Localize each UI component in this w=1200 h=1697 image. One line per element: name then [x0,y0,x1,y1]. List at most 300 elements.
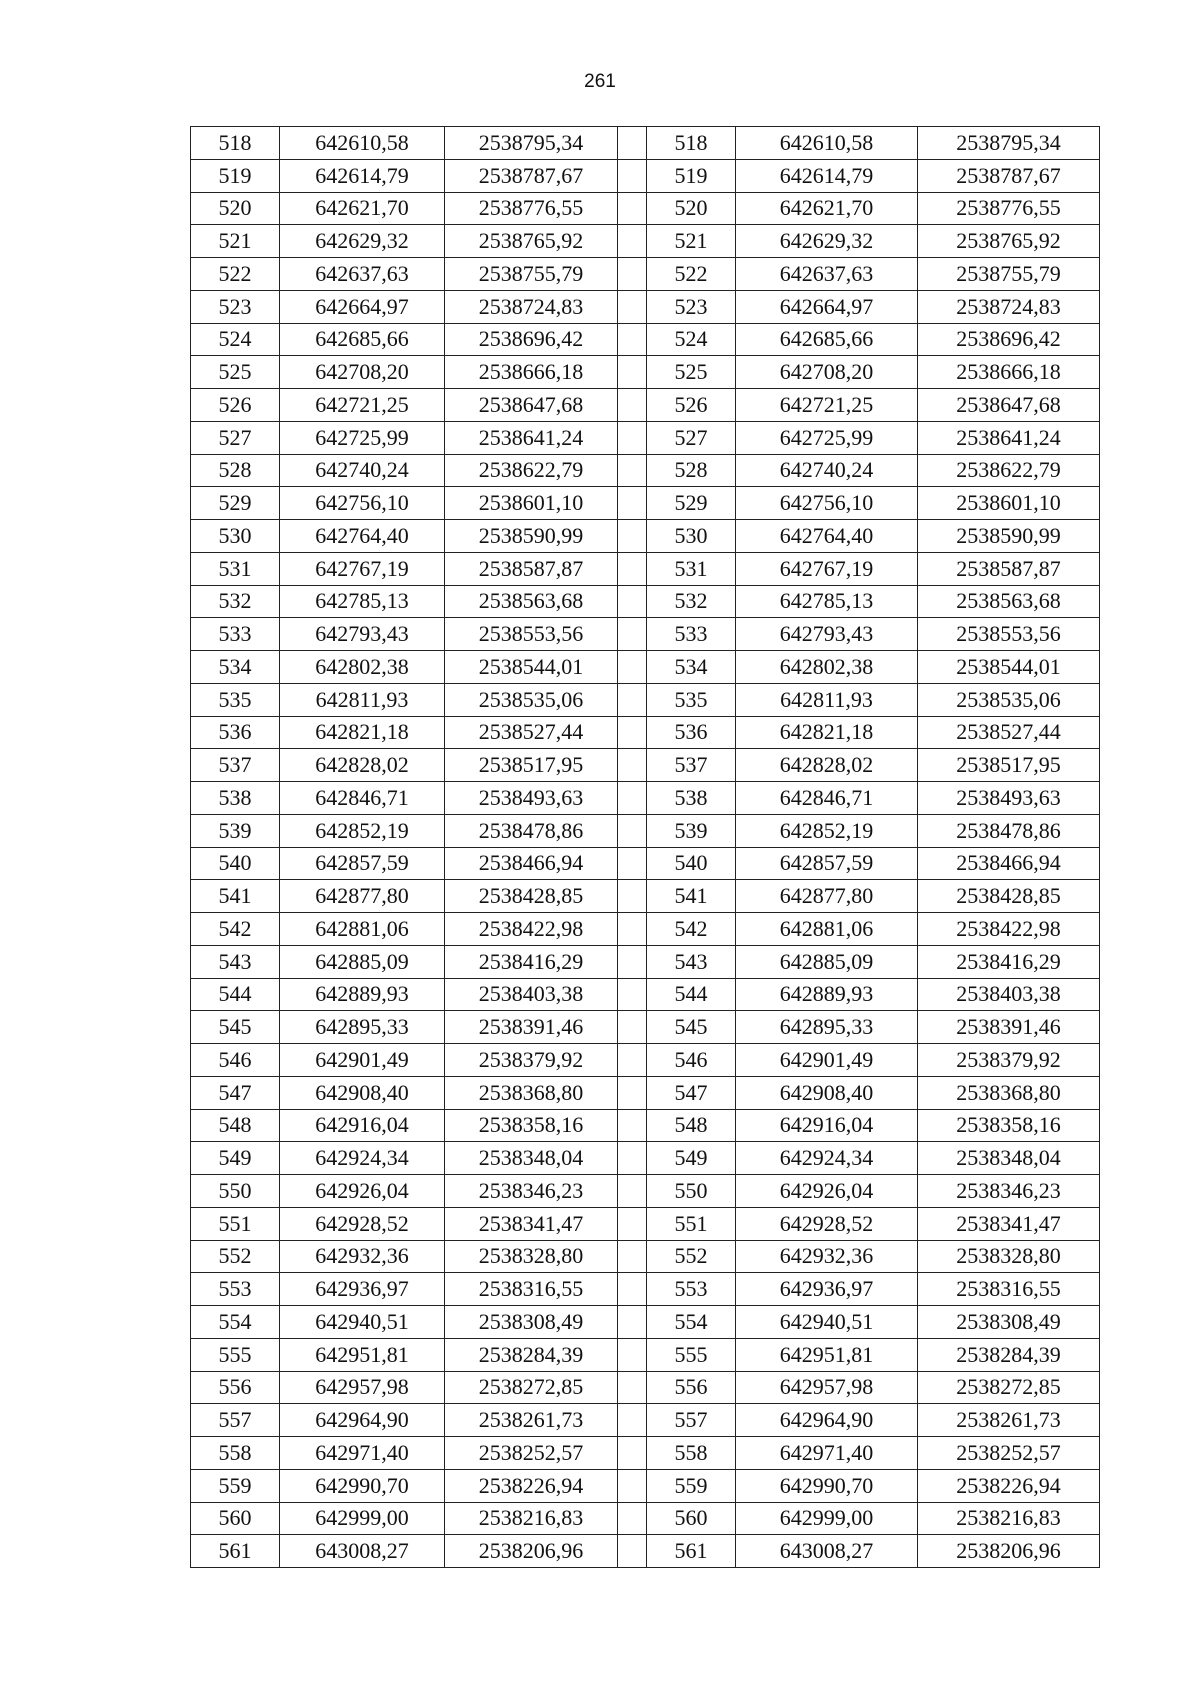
right-point-number: 540 [647,847,736,880]
left-y-coordinate: 2538428,85 [445,880,618,913]
right-y-coordinate: 2538535,06 [918,683,1100,716]
right-y-coordinate: 2538284,39 [918,1338,1100,1371]
right-point-number: 561 [647,1535,736,1568]
left-point-number: 561 [191,1535,280,1568]
left-y-coordinate: 2538527,44 [445,716,618,749]
left-y-coordinate: 2538226,94 [445,1469,618,1502]
left-y-coordinate: 2538358,16 [445,1109,618,1142]
left-y-coordinate: 2538755,79 [445,258,618,291]
right-x-coordinate: 642857,59 [736,847,918,880]
left-x-coordinate: 642885,09 [280,945,445,978]
table-row [191,880,1100,913]
right-point-number: 553 [647,1273,736,1306]
left-x-coordinate: 642964,90 [280,1404,445,1437]
left-y-coordinate: 2538391,46 [445,1011,618,1044]
right-y-coordinate: 2538622,79 [918,454,1100,487]
spacer-cell [618,978,647,1011]
table-row [191,618,1100,651]
right-x-coordinate: 642940,51 [736,1306,918,1339]
left-point-number: 555 [191,1338,280,1371]
right-point-number: 528 [647,454,736,487]
spacer-cell [618,716,647,749]
right-y-coordinate: 2538316,55 [918,1273,1100,1306]
table-row [191,1207,1100,1240]
right-x-coordinate: 642821,18 [736,716,918,749]
table-row [191,683,1100,716]
left-point-number: 538 [191,782,280,815]
left-x-coordinate: 642971,40 [280,1437,445,1470]
spacer-cell [618,749,647,782]
right-point-number: 546 [647,1044,736,1077]
right-y-coordinate: 2538261,73 [918,1404,1100,1437]
left-point-number: 531 [191,552,280,585]
spacer-cell [618,618,647,651]
right-x-coordinate: 642901,49 [736,1044,918,1077]
table-row [191,1240,1100,1273]
right-y-coordinate: 2538379,92 [918,1044,1100,1077]
left-y-coordinate: 2538493,63 [445,782,618,815]
right-x-coordinate: 642889,93 [736,978,918,1011]
left-point-number: 542 [191,913,280,946]
spacer-cell [618,1109,647,1142]
left-x-coordinate: 642846,71 [280,782,445,815]
right-point-number: 520 [647,192,736,225]
page-number: 261 [584,71,616,92]
right-x-coordinate: 642895,33 [736,1011,918,1044]
right-point-number: 549 [647,1142,736,1175]
right-y-coordinate: 2538328,80 [918,1240,1100,1273]
spacer-cell [618,1469,647,1502]
left-x-coordinate: 642901,49 [280,1044,445,1077]
table-row [191,847,1100,880]
left-y-coordinate: 2538724,83 [445,290,618,323]
left-y-coordinate: 2538641,24 [445,421,618,454]
right-point-number: 521 [647,225,736,258]
left-y-coordinate: 2538368,80 [445,1076,618,1109]
left-point-number: 558 [191,1437,280,1470]
right-point-number: 555 [647,1338,736,1371]
left-x-coordinate: 642924,34 [280,1142,445,1175]
right-y-coordinate: 2538590,99 [918,520,1100,553]
spacer-cell [618,1076,647,1109]
table-row [191,552,1100,585]
right-point-number: 533 [647,618,736,651]
right-x-coordinate: 642828,02 [736,749,918,782]
right-x-coordinate: 643008,27 [736,1535,918,1568]
left-point-number: 533 [191,618,280,651]
right-y-coordinate: 2538563,68 [918,585,1100,618]
left-x-coordinate: 642721,25 [280,389,445,422]
right-x-coordinate: 642614,79 [736,159,918,192]
table-row [191,127,1100,160]
left-y-coordinate: 2538787,67 [445,159,618,192]
spacer-cell [618,1502,647,1535]
right-y-coordinate: 2538641,24 [918,421,1100,454]
left-point-number: 550 [191,1175,280,1208]
spacer-cell [618,421,647,454]
right-point-number: 530 [647,520,736,553]
right-y-coordinate: 2538696,42 [918,323,1100,356]
right-y-coordinate: 2538226,94 [918,1469,1100,1502]
right-y-coordinate: 2538403,38 [918,978,1100,1011]
table-row [191,782,1100,815]
left-y-coordinate: 2538601,10 [445,487,618,520]
table-row [191,945,1100,978]
right-x-coordinate: 642621,70 [736,192,918,225]
spacer-cell [618,552,647,585]
left-point-number: 518 [191,127,280,160]
left-y-coordinate: 2538587,87 [445,552,618,585]
left-y-coordinate: 2538622,79 [445,454,618,487]
right-y-coordinate: 2538787,67 [918,159,1100,192]
right-y-coordinate: 2538553,56 [918,618,1100,651]
left-x-coordinate: 642708,20 [280,356,445,389]
right-x-coordinate: 642852,19 [736,814,918,847]
right-point-number: 547 [647,1076,736,1109]
left-point-number: 530 [191,520,280,553]
right-point-number: 525 [647,356,736,389]
spacer-cell [618,225,647,258]
right-x-coordinate: 642708,20 [736,356,918,389]
right-point-number: 556 [647,1371,736,1404]
left-y-coordinate: 2538517,95 [445,749,618,782]
left-y-coordinate: 2538316,55 [445,1273,618,1306]
table-row [191,389,1100,422]
left-y-coordinate: 2538308,49 [445,1306,618,1339]
right-x-coordinate: 642846,71 [736,782,918,815]
right-x-coordinate: 642767,19 [736,552,918,585]
spacer-cell [618,159,647,192]
left-y-coordinate: 2538328,80 [445,1240,618,1273]
table-row [191,1338,1100,1371]
spacer-cell [618,1142,647,1175]
left-x-coordinate: 642756,10 [280,487,445,520]
right-x-coordinate: 642936,97 [736,1273,918,1306]
right-y-coordinate: 2538544,01 [918,651,1100,684]
right-y-coordinate: 2538252,57 [918,1437,1100,1470]
right-x-coordinate: 642971,40 [736,1437,918,1470]
left-y-coordinate: 2538341,47 [445,1207,618,1240]
right-y-coordinate: 2538517,95 [918,749,1100,782]
right-point-number: 557 [647,1404,736,1437]
right-point-number: 542 [647,913,736,946]
right-x-coordinate: 642924,34 [736,1142,918,1175]
right-x-coordinate: 642740,24 [736,454,918,487]
left-x-coordinate: 642785,13 [280,585,445,618]
right-point-number: 550 [647,1175,736,1208]
right-y-coordinate: 2538776,55 [918,192,1100,225]
right-y-coordinate: 2538422,98 [918,913,1100,946]
left-x-coordinate: 642877,80 [280,880,445,913]
left-x-coordinate: 642940,51 [280,1306,445,1339]
table-row [191,749,1100,782]
table-row [191,913,1100,946]
right-x-coordinate: 642932,36 [736,1240,918,1273]
left-point-number: 534 [191,651,280,684]
spacer-cell [618,290,647,323]
right-point-number: 560 [647,1502,736,1535]
table-row [191,651,1100,684]
right-x-coordinate: 642877,80 [736,880,918,913]
table-row [191,978,1100,1011]
right-point-number: 559 [647,1469,736,1502]
spacer-cell [618,487,647,520]
right-x-coordinate: 642756,10 [736,487,918,520]
table-row [191,1535,1100,1568]
table-row [191,323,1100,356]
right-x-coordinate: 642785,13 [736,585,918,618]
spacer-cell [618,1404,647,1437]
left-y-coordinate: 2538403,38 [445,978,618,1011]
left-x-coordinate: 643008,27 [280,1535,445,1568]
spacer-cell [618,1044,647,1077]
right-y-coordinate: 2538755,79 [918,258,1100,291]
table-row [191,192,1100,225]
spacer-cell [618,356,647,389]
right-point-number: 529 [647,487,736,520]
left-x-coordinate: 642828,02 [280,749,445,782]
left-x-coordinate: 642936,97 [280,1273,445,1306]
left-point-number: 543 [191,945,280,978]
spacer-cell [618,389,647,422]
spacer-cell [618,323,647,356]
spacer-cell [618,814,647,847]
left-point-number: 548 [191,1109,280,1142]
table-row [191,421,1100,454]
table-row [191,1404,1100,1437]
left-point-number: 560 [191,1502,280,1535]
left-point-number: 540 [191,847,280,880]
spacer-cell [618,1306,647,1339]
left-x-coordinate: 642951,81 [280,1338,445,1371]
spacer-cell [618,1175,647,1208]
left-x-coordinate: 642957,98 [280,1371,445,1404]
left-x-coordinate: 642621,70 [280,192,445,225]
right-point-number: 518 [647,127,736,160]
spacer-cell [618,945,647,978]
right-point-number: 531 [647,552,736,585]
table-row [191,1011,1100,1044]
right-y-coordinate: 2538724,83 [918,290,1100,323]
right-x-coordinate: 642964,90 [736,1404,918,1437]
table-row [191,454,1100,487]
right-y-coordinate: 2538216,83 [918,1502,1100,1535]
right-y-coordinate: 2538272,85 [918,1371,1100,1404]
right-y-coordinate: 2538666,18 [918,356,1100,389]
left-x-coordinate: 642610,58 [280,127,445,160]
left-y-coordinate: 2538544,01 [445,651,618,684]
left-x-coordinate: 642764,40 [280,520,445,553]
left-y-coordinate: 2538252,57 [445,1437,618,1470]
left-y-coordinate: 2538590,99 [445,520,618,553]
left-y-coordinate: 2538284,39 [445,1338,618,1371]
table-row [191,1273,1100,1306]
left-x-coordinate: 642895,33 [280,1011,445,1044]
left-y-coordinate: 2538206,96 [445,1535,618,1568]
left-y-coordinate: 2538348,04 [445,1142,618,1175]
table-row [191,585,1100,618]
right-point-number: 535 [647,683,736,716]
left-point-number: 539 [191,814,280,847]
spacer-cell [618,651,647,684]
spacer-cell [618,1011,647,1044]
right-point-number: 524 [647,323,736,356]
left-x-coordinate: 642852,19 [280,814,445,847]
table-row [191,814,1100,847]
spacer-cell [618,1535,647,1568]
left-x-coordinate: 642740,24 [280,454,445,487]
left-y-coordinate: 2538379,92 [445,1044,618,1077]
left-x-coordinate: 642811,93 [280,683,445,716]
left-y-coordinate: 2538647,68 [445,389,618,422]
table-row [191,1371,1100,1404]
spacer-cell [618,913,647,946]
right-x-coordinate: 642764,40 [736,520,918,553]
left-point-number: 549 [191,1142,280,1175]
left-y-coordinate: 2538478,86 [445,814,618,847]
left-point-number: 545 [191,1011,280,1044]
spacer-cell [618,520,647,553]
right-point-number: 543 [647,945,736,978]
left-point-number: 541 [191,880,280,913]
spacer-cell [618,1207,647,1240]
left-y-coordinate: 2538272,85 [445,1371,618,1404]
left-y-coordinate: 2538553,56 [445,618,618,651]
right-y-coordinate: 2538308,49 [918,1306,1100,1339]
left-point-number: 536 [191,716,280,749]
left-y-coordinate: 2538261,73 [445,1404,618,1437]
left-y-coordinate: 2538346,23 [445,1175,618,1208]
left-point-number: 528 [191,454,280,487]
left-x-coordinate: 642999,00 [280,1502,445,1535]
left-point-number: 522 [191,258,280,291]
left-point-number: 532 [191,585,280,618]
left-x-coordinate: 642793,43 [280,618,445,651]
left-point-number: 544 [191,978,280,1011]
left-y-coordinate: 2538535,06 [445,683,618,716]
right-x-coordinate: 642957,98 [736,1371,918,1404]
left-point-number: 554 [191,1306,280,1339]
right-point-number: 544 [647,978,736,1011]
table-row [191,356,1100,389]
right-point-number: 537 [647,749,736,782]
table-row [191,1044,1100,1077]
right-y-coordinate: 2538206,96 [918,1535,1100,1568]
right-x-coordinate: 642881,06 [736,913,918,946]
right-x-coordinate: 642802,38 [736,651,918,684]
spacer-cell [618,847,647,880]
right-y-coordinate: 2538795,34 [918,127,1100,160]
left-point-number: 535 [191,683,280,716]
spacer-cell [618,258,647,291]
left-point-number: 552 [191,1240,280,1273]
right-point-number: 519 [647,159,736,192]
right-x-coordinate: 642685,66 [736,323,918,356]
right-point-number: 541 [647,880,736,913]
right-y-coordinate: 2538478,86 [918,814,1100,847]
right-y-coordinate: 2538601,10 [918,487,1100,520]
right-x-coordinate: 642951,81 [736,1338,918,1371]
right-point-number: 539 [647,814,736,847]
right-y-coordinate: 2538587,87 [918,552,1100,585]
right-y-coordinate: 2538341,47 [918,1207,1100,1240]
coordinates-table-body [191,127,1100,1568]
right-y-coordinate: 2538358,16 [918,1109,1100,1142]
spacer-cell [618,880,647,913]
right-x-coordinate: 642610,58 [736,127,918,160]
right-point-number: 548 [647,1109,736,1142]
left-x-coordinate: 642857,59 [280,847,445,880]
right-point-number: 522 [647,258,736,291]
right-point-number: 554 [647,1306,736,1339]
spacer-cell [618,127,647,160]
left-point-number: 547 [191,1076,280,1109]
left-y-coordinate: 2538776,55 [445,192,618,225]
spacer-cell [618,683,647,716]
left-x-coordinate: 642932,36 [280,1240,445,1273]
right-point-number: 532 [647,585,736,618]
right-point-number: 538 [647,782,736,815]
right-y-coordinate: 2538428,85 [918,880,1100,913]
spacer-cell [618,585,647,618]
left-x-coordinate: 642664,97 [280,290,445,323]
spacer-cell [618,1437,647,1470]
right-y-coordinate: 2538527,44 [918,716,1100,749]
left-x-coordinate: 642767,19 [280,552,445,585]
table-row [191,520,1100,553]
left-x-coordinate: 642889,93 [280,978,445,1011]
left-x-coordinate: 642685,66 [280,323,445,356]
left-y-coordinate: 2538563,68 [445,585,618,618]
left-y-coordinate: 2538416,29 [445,945,618,978]
table-row [191,258,1100,291]
table-row [191,159,1100,192]
table-row [191,1175,1100,1208]
left-point-number: 559 [191,1469,280,1502]
left-point-number: 529 [191,487,280,520]
right-y-coordinate: 2538416,29 [918,945,1100,978]
right-x-coordinate: 642928,52 [736,1207,918,1240]
right-y-coordinate: 2538391,46 [918,1011,1100,1044]
right-point-number: 526 [647,389,736,422]
right-point-number: 551 [647,1207,736,1240]
spacer-cell [618,454,647,487]
left-point-number: 556 [191,1371,280,1404]
right-x-coordinate: 642916,04 [736,1109,918,1142]
left-point-number: 526 [191,389,280,422]
table-row [191,1437,1100,1470]
left-point-number: 553 [191,1273,280,1306]
right-y-coordinate: 2538647,68 [918,389,1100,422]
right-point-number: 552 [647,1240,736,1273]
left-point-number: 521 [191,225,280,258]
table-row [191,1076,1100,1109]
left-x-coordinate: 642916,04 [280,1109,445,1142]
left-point-number: 551 [191,1207,280,1240]
left-point-number: 557 [191,1404,280,1437]
table-row [191,1306,1100,1339]
table-row [191,1469,1100,1502]
right-point-number: 536 [647,716,736,749]
left-point-number: 520 [191,192,280,225]
spacer-cell [618,1240,647,1273]
left-x-coordinate: 642821,18 [280,716,445,749]
right-y-coordinate: 2538493,63 [918,782,1100,815]
left-y-coordinate: 2538466,94 [445,847,618,880]
left-x-coordinate: 642629,32 [280,225,445,258]
left-y-coordinate: 2538765,92 [445,225,618,258]
left-point-number: 527 [191,421,280,454]
